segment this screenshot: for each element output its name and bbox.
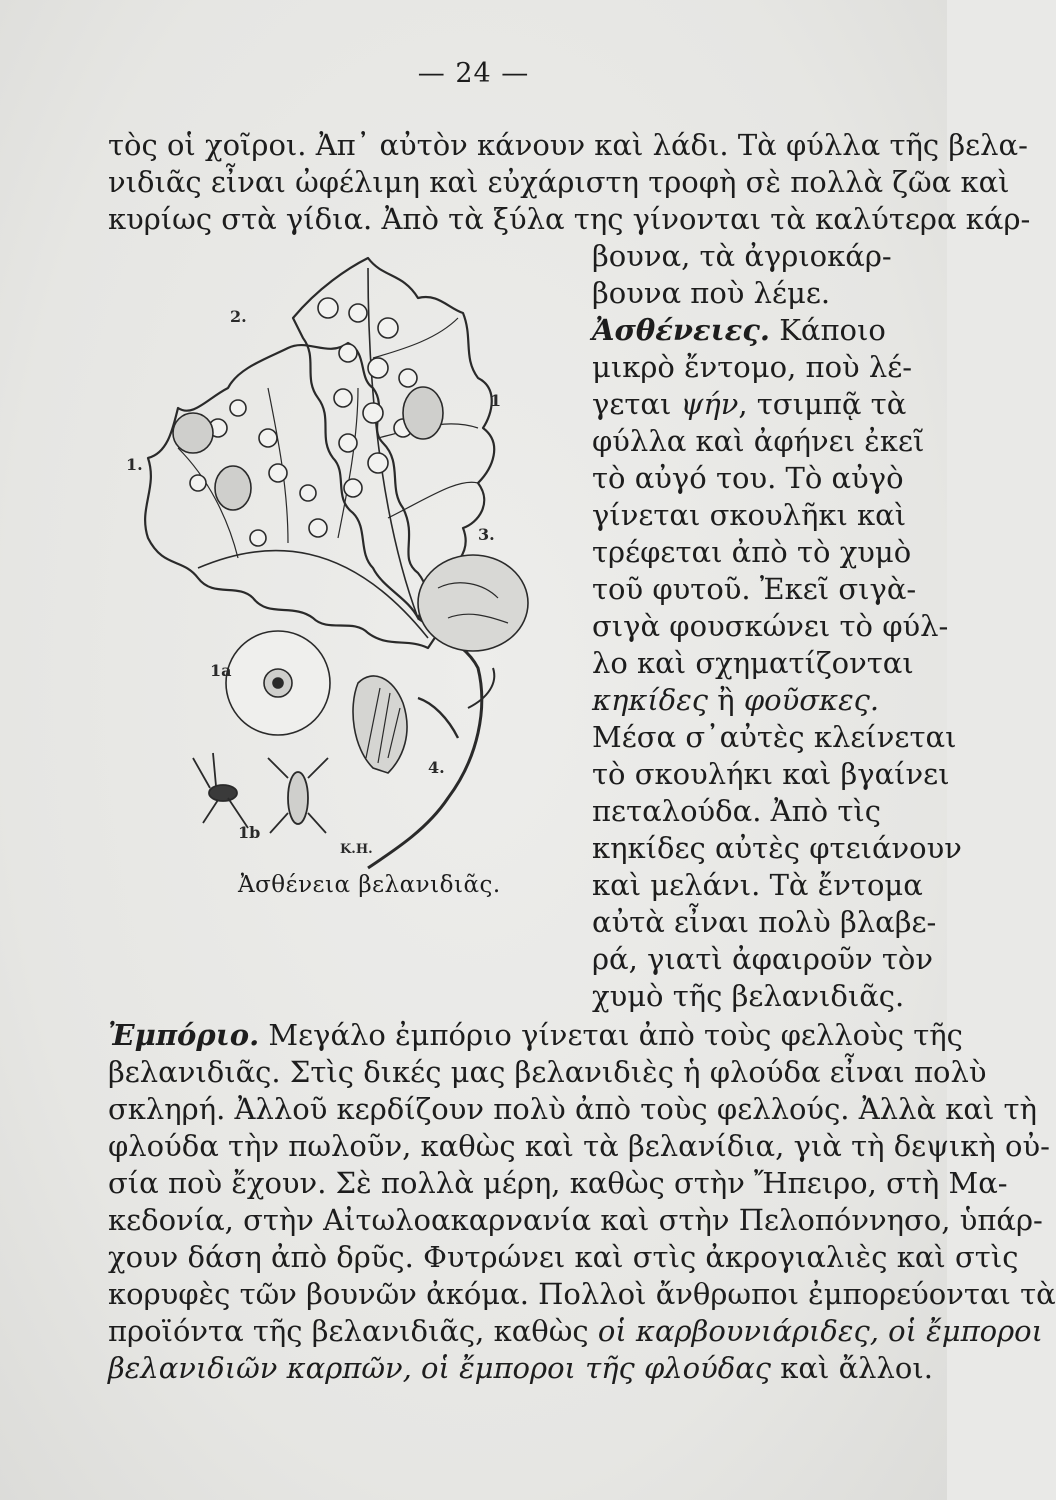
diseases-terms-line bbox=[592, 683, 878, 717]
trade-line-9 bbox=[108, 1314, 1043, 1348]
figure-label: 1. bbox=[126, 455, 143, 474]
figure-label: 1 bbox=[490, 391, 502, 410]
text-line: φύλλα καὶ ἀφήνει ἐκεῖ bbox=[592, 424, 925, 458]
text-italic: βελανιδιῶν καρπῶν, οἱ ἔμποροι τῆς φλούδας bbox=[108, 1351, 772, 1385]
text-fragment: Μεγάλο ἐμπόριο γίνεται ἀπὸ τοὺς φελλοὺς τῆς bbox=[268, 1018, 963, 1052]
text-line: τοῦ φυτοῦ. Ἐκεῖ σιγὰ- bbox=[592, 572, 917, 606]
text-fragment: Κάποιο bbox=[779, 313, 886, 347]
figure-label: 4. bbox=[428, 758, 445, 777]
text-line: γίνεται σκουλῆκι καὶ bbox=[592, 498, 907, 532]
text-line: τὸ σκουλήκι καὶ βγαίνει bbox=[592, 757, 950, 791]
term-kikides: κηκίδες bbox=[592, 683, 709, 717]
figure-label: 1b bbox=[238, 823, 261, 842]
text-line: νιδιᾶς εἶναι ὠφέλιμη καὶ εὐχάριστη τροφὴ σὲ πολλὰ ζῶα καὶ bbox=[108, 165, 1010, 199]
figure-label: 3. bbox=[478, 525, 495, 544]
oak-disease-illustration bbox=[118, 238, 588, 878]
figure-label: 1a bbox=[210, 661, 232, 680]
text-line: σιγὰ φουσκώνει τὸ φύλ- bbox=[592, 609, 949, 643]
figure-label: Κ.Η. bbox=[340, 842, 373, 857]
text-line: πεταλούδα. Ἀπὸ τὶς bbox=[592, 794, 881, 828]
trade-heading: Ἐμπόριο. bbox=[108, 1018, 260, 1052]
text-line: κεδονία, στὴν Αἰτωλοακαρνανία καὶ στὴν Πελοπόννησο, ὑπάρ- bbox=[108, 1203, 1043, 1237]
text-line: λο καὶ σχηματίζονται bbox=[592, 646, 914, 680]
text-line: βουνα, τὰ ἀγριοκάρ- bbox=[592, 239, 892, 273]
text-line: χουν δάση ἀπὸ δρῦς. Φυτρώνει καὶ στὶς ἀκρογιαλιὲς καὶ στὶς bbox=[108, 1240, 1019, 1274]
wasp-insect bbox=[209, 785, 237, 801]
text-line: τρέφεται ἀπὸ τὸ χυμὸ bbox=[592, 535, 912, 569]
text-line: χυμὸ τῆς βελανιδιᾶς. bbox=[592, 979, 905, 1013]
diseases-line-3 bbox=[592, 387, 907, 421]
term-fouskes: φοῦσκες. bbox=[743, 683, 880, 717]
text-fragment: προϊόντα τῆς βελανιδιᾶς, καθὼς bbox=[108, 1314, 589, 1348]
text-line: μικρὸ ἔντομο, ποὺ λέ- bbox=[592, 350, 913, 384]
oak-apple-gall bbox=[418, 555, 528, 651]
text-line: κορυφὲς τῶν βουνῶν ἀκόμα. Πολλοὶ ἄνθρωποι ἐμπορεύονται τὰ bbox=[108, 1277, 1056, 1311]
text-fragment: , τσιμπᾷ τὰ bbox=[738, 387, 907, 421]
text-line: τὸ αὐγό του. Τὸ αὐγὸ bbox=[592, 461, 904, 495]
diseases-heading: Ἀσθένειες. bbox=[592, 313, 771, 347]
text-fragment: ἢ bbox=[717, 683, 735, 717]
text-line: σκληρή. Ἀλλοῦ κερδίζουν πολὺ ἀπὸ τοὺς φελλούς. Ἀλλὰ καὶ τὴ bbox=[108, 1092, 1037, 1126]
trade-line-10 bbox=[108, 1351, 933, 1385]
text-line: σία ποὺ ἔχουν. Σὲ πολλὰ μέρη, καθὼς στὴν Ἤπειρο, στὴ Μα- bbox=[108, 1166, 1008, 1200]
page-number: — 24 — bbox=[417, 58, 530, 89]
diseases-first-line bbox=[592, 313, 886, 347]
text-line: βελανιδιᾶς. Στὶς δικές μας βελανιδιὲς ἡ φλούδα εἶναι πολὺ bbox=[108, 1055, 987, 1089]
figure-caption: Ἀσθένεια βελανιδιᾶς. bbox=[238, 872, 501, 898]
text-line: κυρίως στὰ γίδια. Ἀπὸ τὰ ξύλα της γίνονται τὰ καλύτερα κάρ- bbox=[108, 202, 1031, 236]
text-line: κηκίδες αὐτὲς φτειάνουν bbox=[592, 831, 962, 865]
figure-label: 2. bbox=[230, 307, 247, 326]
text-line: αὐτὰ εἶναι πολὺ βλαβε- bbox=[592, 905, 937, 939]
text-line: ρά, γιατὶ ἀφαιροῦν τὸν bbox=[592, 942, 933, 976]
trade-first-line bbox=[108, 1018, 963, 1052]
text-fragment: γεται bbox=[592, 387, 672, 421]
text-line: τὸς οἱ χοῖροι. Ἀπ᾽ αὐτὸν κάνουν καὶ λάδι. Τὰ φύλλα τῆς βελα- bbox=[108, 128, 1028, 162]
text-line: καὶ μελάνι. Τὰ ἔντομα bbox=[592, 868, 923, 902]
text-line: Μέσα σ᾽αὐτὲς κλείνεται bbox=[592, 720, 957, 754]
text-fragment: καὶ ἄλλοι. bbox=[780, 1351, 933, 1385]
term-psin: ψήν bbox=[680, 387, 739, 421]
text-italic: οἱ καρβουνιάριδες, οἱ ἔμποροι bbox=[597, 1314, 1043, 1348]
text-line: βουνα ποὺ λέμε. bbox=[592, 276, 831, 310]
text-line: φλούδα τὴν πωλοῦν, καθὼς καὶ τὰ βελανίδια, γιὰ τὴ δεψικὴ οὐ- bbox=[108, 1129, 1050, 1163]
